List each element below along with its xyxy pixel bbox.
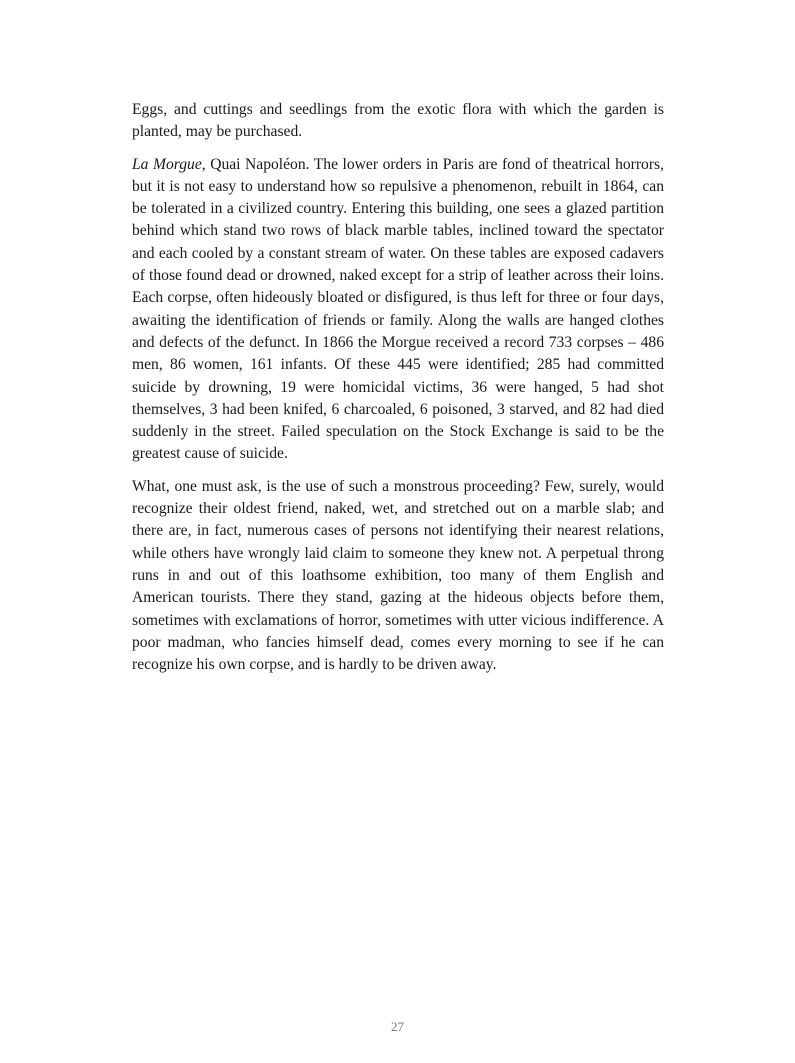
paragraph-garden-purchases: [132, 99, 664, 144]
paragraph-text: What, one must ask, is the use of such a monstrous proceeding? Few, surely, would recognize their oldest friend, naked, wet, and stretched out on a marble slab; and there are, in fact, numerous cases of persons not identifying their nearest relations, while others have wrongly laid claim to someone they knew not. A perpetual throng runs in and out of this loathsome exhibition, too many of them English and American tourists. There they stand, gazing at the hideous objects before them, sometimes with exclamations of horror, sometimes with utter vicious indifference. A poor madman, who fancies himself dead, comes every morning to see if he can recognize his own corpse, and is hardly to be driven away.: [132, 477, 664, 674]
paragraph-monstrous-proceeding: [132, 476, 664, 677]
place-name-heading: La Morgue,: [132, 155, 206, 173]
paragraph-text: Eggs, and cuttings and seedlings from the exotic flora with which the garden is planted, may be purchased.: [132, 101, 664, 141]
page-number: 27: [391, 1019, 404, 1034]
paragraph-text: Quai Napoléon. The lower orders in Paris are fond of theatrical horrors, but it is not easy to understand how so repulsive a phenomenon, rebuilt in 1864, can be tolerated in a civilized country. Entering this building, one sees a glazed partition behind which stand two rows of black marble tables, inclined toward the spectator and each cooled by a constant stream of water. On these tables are exposed cadavers of those found dead or drowned, naked except for a strip of leather across their loins. Each corpse, often hideously bloated or disfigured, is thus left for three or four days, awaiting the identification of friends or family. Along the walls are hanged clothes and defects of the defunct. In 1866 the Morgue received a record 733 corpses – 486 men, 86 women, 161 infants. Of these 445 were identified; 285 had committed suicide by drowning, 19 were homicidal victims, 36 were hanged, 5 had shot themselves, 3 had been knifed, 6 charcoaled, 6 poisoned, 3 starved, and 82 had died suddenly in the street. Failed speculation on the Stock Exchange is said to be the greatest cause of suicide.: [132, 155, 665, 463]
paragraph-la-morgue: [132, 154, 664, 466]
body-text: [132, 99, 664, 686]
